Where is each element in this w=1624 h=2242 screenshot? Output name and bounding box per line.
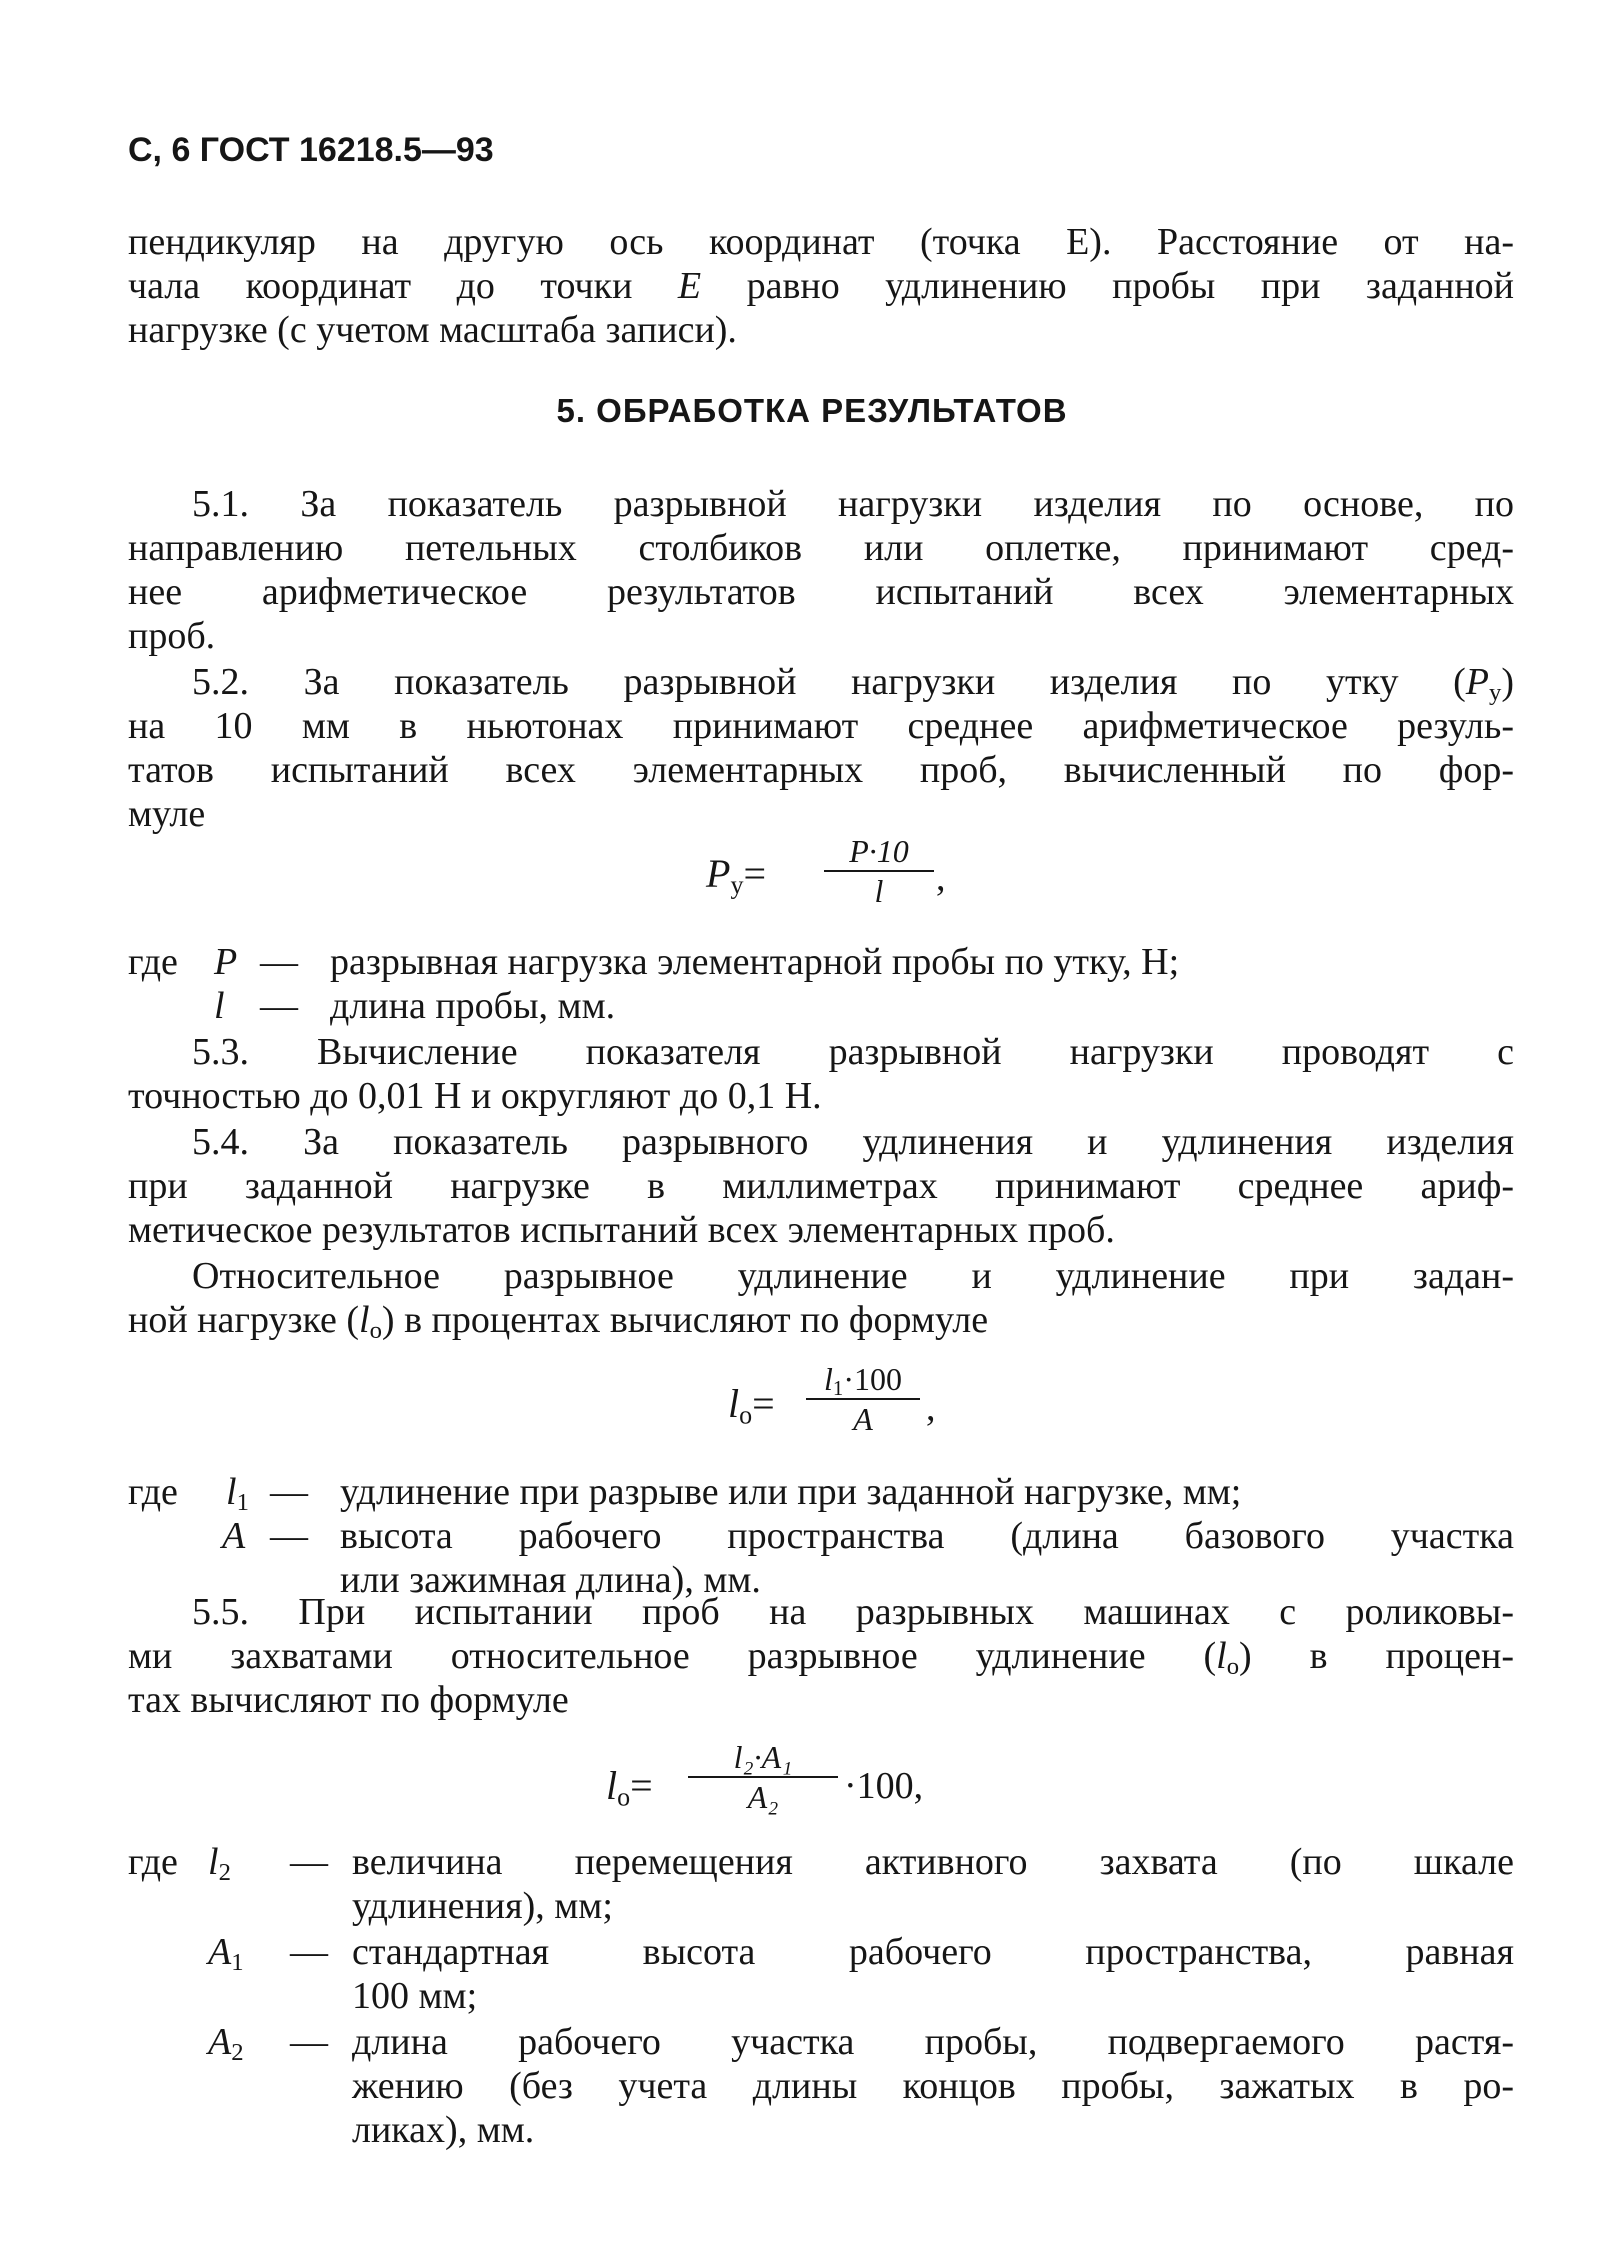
symbol: l xyxy=(359,1299,370,1341)
text-line: направлению петельных столбиков или оплетке, принимают сред- xyxy=(128,527,1514,569)
text-fragment: равно удлинению пробы при заданной xyxy=(746,265,1515,307)
text-line: 5.3. Вычисление показателя разрывной нагрузки проводят с xyxy=(192,1031,1514,1073)
formula-lhs xyxy=(606,1762,653,1812)
text-line: 5.1. За показатель разрывной нагрузки изделия по основе, по xyxy=(192,483,1514,525)
symbol: l xyxy=(208,1841,219,1883)
formula-tail: , xyxy=(926,1387,936,1429)
definition-continuation: ликах), мм. xyxy=(352,2109,535,2151)
section-heading: 5. ОБРАБОТКА РЕЗУЛЬТАТОВ xyxy=(556,392,1068,429)
dash: — xyxy=(290,2021,328,2063)
text-line: 5.4. За показатель разрывного удлинения и удлинения изделия xyxy=(192,1121,1514,1163)
page-header: С, 6 ГОСТ 16218.5—93 xyxy=(128,131,494,169)
formula-tail: ·100, xyxy=(844,1765,924,1807)
definition-continuation: удлинения), мм; xyxy=(352,1885,613,1927)
text-line: 5.5. При испытании проб на разрывных машинах с роликовы- xyxy=(192,1591,1514,1633)
symbol-subscript: о xyxy=(369,1317,382,1345)
text-fragment: чала координат до точки xyxy=(128,265,633,307)
symbol: Р xyxy=(214,941,238,983)
symbol: А xyxy=(208,1931,232,1973)
equals-sign: = xyxy=(752,1381,775,1426)
text-fragment: ) в процен- xyxy=(1239,1635,1514,1677)
symbol-subscript: у xyxy=(730,870,744,900)
symbol: А xyxy=(208,2021,232,2063)
text-fragment: ми захватами относительное разрывное удлинение ( xyxy=(128,1635,1217,1677)
symbol: Р xyxy=(1465,661,1489,703)
symbol-with-subscript xyxy=(208,2020,244,2067)
definition-continuation: 100 мм; xyxy=(352,1975,478,2017)
where-label: где xyxy=(128,941,178,983)
text-line: татов испытаний всех элементарных проб, вычисленный по фор- xyxy=(128,749,1514,791)
dash: — xyxy=(290,1841,328,1883)
text-line: тах вычисляют по формуле xyxy=(128,1679,569,1721)
definition-continuation: жению (без учета длины концов пробы, зажатых в ро- xyxy=(352,2065,1514,2107)
where-label: где xyxy=(128,1841,178,1883)
symbol: l xyxy=(1216,1635,1227,1677)
fraction xyxy=(688,1738,838,1816)
fraction xyxy=(806,1360,920,1438)
where-label: где xyxy=(128,1471,178,1513)
text-line: метическое результатов испытаний всех элементарных проб. xyxy=(128,1209,1115,1251)
text-fragment: 5.2. За показатель разрывной нагрузки изделия по утку ( xyxy=(192,661,1466,703)
formula-tail: , xyxy=(936,857,946,899)
numerator: Р·10 xyxy=(849,833,909,869)
text-line: точностью до 0,01 Н и округляют до 0,1 Н. xyxy=(128,1075,822,1117)
definition-text: разрывная нагрузка элементарной пробы по утку, Н; xyxy=(330,941,1180,983)
text-line: проб. xyxy=(128,615,216,657)
symbol-with-subscript xyxy=(208,1840,231,1887)
text-line: Относительное разрывное удлинение и удлинение при задан- xyxy=(192,1255,1514,1297)
definition-text: длина рабочего участка пробы, подвергаемого растя- xyxy=(352,2021,1514,2063)
symbol-with-subscript xyxy=(226,1470,249,1517)
symbol: А xyxy=(222,1515,246,1557)
text-line xyxy=(128,1634,1514,1681)
symbol: l xyxy=(824,1361,833,1397)
numerator xyxy=(806,1360,920,1401)
text-fragment: ) в процентах вычисляют по формуле xyxy=(381,1299,989,1341)
definition-text: высота рабочего пространства (длина базового участка xyxy=(340,1515,1514,1557)
text-fragment: ной нагрузке ( xyxy=(128,1299,360,1341)
definition-continuation: или зажимная длина), мм. xyxy=(340,1559,761,1601)
equals-sign: = xyxy=(630,1763,653,1808)
denominator: A₂ xyxy=(747,1779,779,1815)
symbol-subscript: 2 xyxy=(218,1859,231,1887)
symbol-subscript: о xyxy=(1226,1653,1240,1681)
text-line: при заданной нагрузке в миллиметрах принимают среднее ариф- xyxy=(128,1165,1514,1207)
denominator: А xyxy=(853,1401,873,1437)
dash: — xyxy=(270,1515,308,1557)
definition-text: стандартная высота рабочего пространства, равная xyxy=(352,1931,1514,1973)
definition-text: удлинение при разрыве или при заданной нагрузке, мм; xyxy=(340,1471,1242,1513)
text-line: пендикуляр на другую ось координат (точка Е). Расстояние от на- xyxy=(128,221,1514,263)
symbol-subscript: 1 xyxy=(236,1489,249,1517)
text-fragment: ) xyxy=(1501,661,1514,703)
symbol: l xyxy=(214,985,225,1027)
symbol: l xyxy=(728,1381,740,1426)
symbol-subscript: у xyxy=(1489,679,1502,707)
formula-lhs xyxy=(728,1380,775,1430)
text-line xyxy=(192,660,1514,707)
dash: — xyxy=(260,941,298,983)
text-line: на 10 мм в ньютонах принимают среднее арифметическое резуль- xyxy=(128,705,1514,747)
fraction xyxy=(824,832,934,910)
text-line xyxy=(128,1298,1514,1345)
definition-text: длина пробы, мм. xyxy=(330,985,616,1027)
symbol: l xyxy=(606,1763,618,1808)
numerator-rest: ·100 xyxy=(843,1361,902,1397)
symbol-subscript: о xyxy=(739,1400,753,1430)
symbol-subscript: 1 xyxy=(832,1377,844,1401)
symbol-subscript: о xyxy=(617,1782,631,1812)
dash: — xyxy=(260,985,298,1027)
denominator: l xyxy=(874,873,884,909)
dash: — xyxy=(290,1931,328,1973)
text-line: нагрузке (с учетом масштаба записи). xyxy=(128,309,737,351)
equals-sign: = xyxy=(743,851,766,896)
numerator: l₂·A₁ xyxy=(733,1739,793,1775)
symbol-with-subscript xyxy=(208,1930,244,1977)
symbol: l xyxy=(226,1471,237,1513)
definition-text: величина перемещения активного захвата (по шкале xyxy=(352,1841,1514,1883)
text-line: муле xyxy=(128,793,206,835)
text-line xyxy=(128,264,1514,308)
text-line: нее арифметическое результатов испытаний всех элементарных xyxy=(128,571,1514,613)
symbol: Р xyxy=(706,851,731,896)
symbol-subscript: 1 xyxy=(231,1949,244,1977)
formula-lhs xyxy=(706,850,766,900)
symbol-subscript: 2 xyxy=(231,2039,244,2067)
dash: — xyxy=(270,1471,308,1513)
symbol: Е xyxy=(677,265,702,307)
